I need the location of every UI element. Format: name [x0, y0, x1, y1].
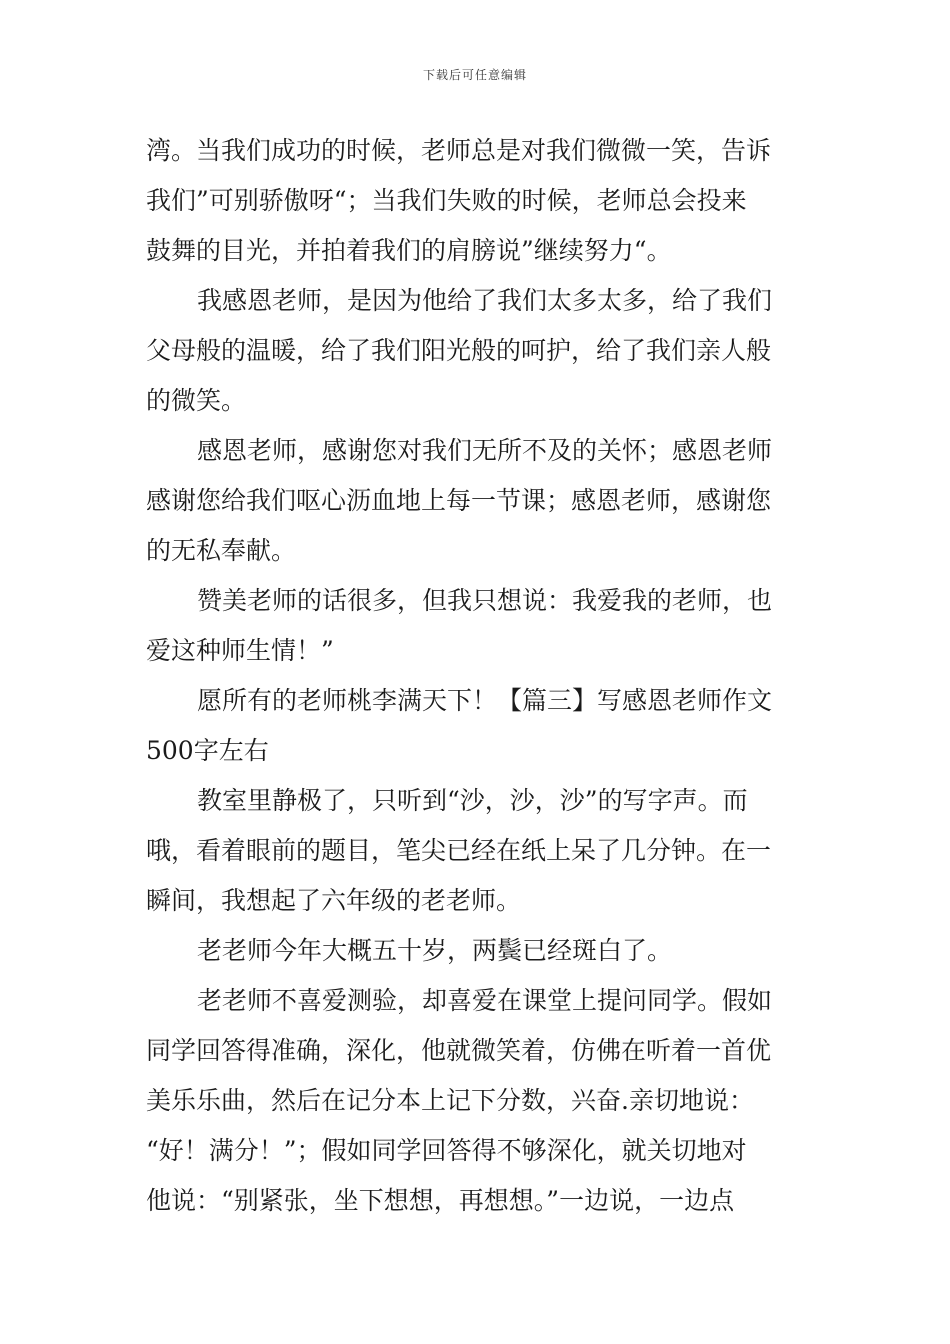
- text-line: 的无私奉献。: [146, 536, 297, 565]
- text-line: 瞬间，我想起了六年级的老老师。: [146, 886, 522, 915]
- text-line: 老老师不喜爱测验，却喜爱在课堂上提问同学。假如: [197, 986, 773, 1015]
- text-line: 我感恩老师，是因为他给了我们太多太多，给了我们: [197, 286, 773, 315]
- text-line: 父母般的温暖，给了我们阳光般的呵护，给了我们亲人般: [146, 336, 772, 365]
- text-line: 老老师今年大概五十岁，两鬓已经斑白了。: [197, 936, 673, 965]
- text-line: 500字左右: [146, 736, 269, 765]
- text-line: 爱这种师生情！”: [146, 636, 334, 665]
- text-line: 感谢您给我们呕心沥血地上每一节课；感恩老师，感谢您: [146, 486, 772, 515]
- text-line: 美乐乐曲，然后在记分本上记下分数，兴奋.亲切地说：: [146, 1086, 754, 1115]
- text-line: 愿所有的老师桃李满天下！【篇三】写感恩老师作文: [197, 686, 773, 715]
- text-line: 我们”可别骄傲呀“；当我们失败的时候，老师总会投来: [146, 186, 747, 215]
- text-line: 赞美老师的话很多，但我只想说：我爱我的老师，也: [197, 586, 773, 615]
- text-line: 教室里静极了，只听到“沙，沙，沙”的写字声。而: [197, 786, 748, 815]
- text-line: 湾。当我们成功的时候，老师总是对我们微微一笑，告诉: [146, 136, 772, 165]
- text-line: 的微笑。: [146, 386, 247, 415]
- text-line: 同学回答得准确，深化，他就微笑着，仿佛在听着一首优: [146, 1036, 772, 1065]
- document-body: [146, 126, 806, 1226]
- text-line: 哦，看着眼前的题目，笔尖已经在纸上呆了几分钟。在一: [146, 836, 772, 865]
- text-line: 他说：“别紧张，坐下想想，再想想。”一边说，一边点: [146, 1186, 735, 1215]
- page-header: 下载后可任意编辑: [422, 68, 527, 82]
- text-line: “好！满分！”；假如同学回答得不够深化，就关切地对: [146, 1136, 747, 1165]
- text-line: 鼓舞的目光，并拍着我们的肩膀说”继续努力“。: [146, 236, 672, 265]
- text-line: 感恩老师，感谢您对我们无所不及的关怀；感恩老师: [197, 436, 773, 465]
